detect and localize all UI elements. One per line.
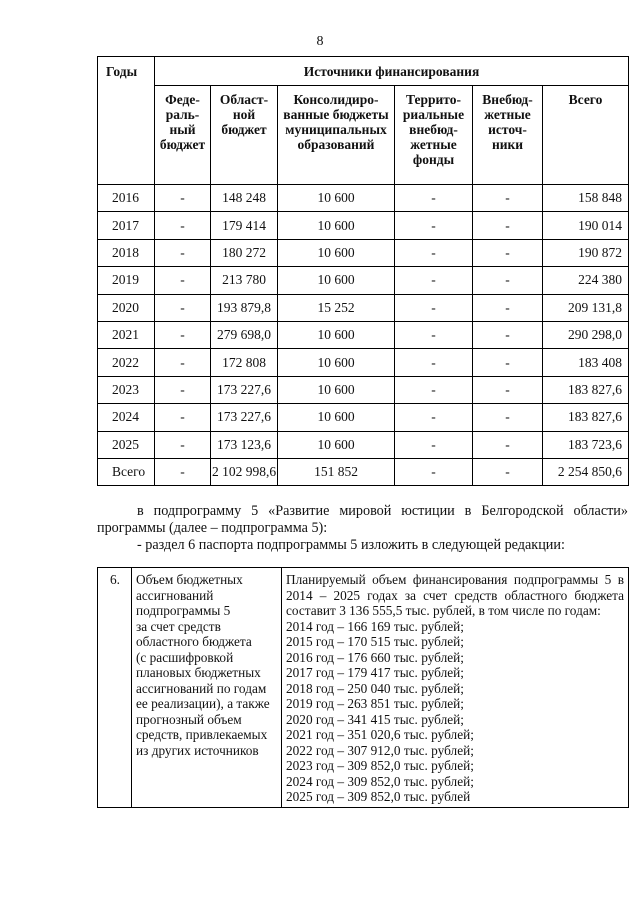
regional-cell: 193 879,8 <box>211 294 278 321</box>
table-row <box>98 431 629 458</box>
federal-cell: - <box>155 212 211 239</box>
label-line: средств, привлекаемых <box>136 727 268 742</box>
municipal-cell: 10 600 <box>278 212 395 239</box>
federal-cell: - <box>155 267 211 294</box>
municipal-cell: 10 600 <box>278 431 395 458</box>
municipal-cell: 151 852 <box>278 458 395 485</box>
section-content <box>282 568 629 808</box>
extra-cell: - <box>473 349 543 376</box>
total-cell: 190 872 <box>543 239 629 266</box>
year-cell: 2025 <box>98 431 155 458</box>
regional-cell: 2 102 998,6 <box>211 458 278 485</box>
municipal-budgets-header: Консолидиро-ванные бюджеты муниципальных образований <box>278 86 395 185</box>
territorial-cell: - <box>395 321 473 348</box>
total-cell: 209 131,8 <box>543 294 629 321</box>
territorial-cell: - <box>395 267 473 294</box>
extra-cell: - <box>473 431 543 458</box>
passport-section-table <box>97 567 629 808</box>
plan-intro: Планируемый объем финансирования подпрограммы 5 в 2014 – 2025 годах за счет средств областного бюджета составит 3 136 555,5 тыс. рублей, в том числе по годам: <box>286 572 624 618</box>
federal-cell: - <box>155 294 211 321</box>
total-cell: 183 723,6 <box>543 431 629 458</box>
territorial-cell: - <box>395 431 473 458</box>
extra-cell: - <box>473 376 543 403</box>
label-line: (с расшифровкой <box>136 649 234 665</box>
federal-cell: - <box>155 431 211 458</box>
label-line: Объем бюджетных <box>136 572 243 587</box>
financing-table-body <box>98 185 629 486</box>
extrabudgetary-sources-header: Внебюд-жетные источ-ники <box>473 86 543 185</box>
regional-cell: 173 227,6 <box>211 404 278 431</box>
section-number: 6. <box>98 568 132 808</box>
table-row <box>98 212 629 239</box>
federal-cell: - <box>155 458 211 485</box>
table-row <box>98 294 629 321</box>
territorial-cell: - <box>395 376 473 403</box>
table-row <box>98 267 629 294</box>
municipal-cell: 15 252 <box>278 294 395 321</box>
total-cell: 183 408 <box>543 349 629 376</box>
territorial-cell: - <box>395 185 473 212</box>
plan-year-line: 2020 год – 341 415 тыс. рублей; <box>286 711 464 727</box>
year-cell: 2024 <box>98 404 155 431</box>
plan-year-line: 2021 год – 351 020,6 тыс. рублей; <box>286 727 474 742</box>
table-row <box>98 185 629 212</box>
federal-cell: - <box>155 376 211 403</box>
total-cell: 2 254 850,6 <box>543 458 629 485</box>
plan-year-line: 2017 год – 179 417 тыс. рублей; <box>286 665 464 680</box>
regional-budget-header: Област-ной бюджет <box>211 86 278 185</box>
municipal-cell: 10 600 <box>278 376 395 403</box>
extra-cell: - <box>473 212 543 239</box>
plan-year-line: 2024 год – 309 852,0 тыс. рублей; <box>286 773 474 789</box>
label-line: ассигнований по годам <box>136 680 267 696</box>
year-cell: 2019 <box>98 267 155 294</box>
regional-cell: 148 248 <box>211 185 278 212</box>
municipal-cell: 10 600 <box>278 239 395 266</box>
year-cell: Всего <box>98 458 155 485</box>
section-instruction: - раздел 6 паспорта подпрограммы 5 изложить в следующей редакции: <box>137 537 565 553</box>
total-cell: 190 014 <box>543 212 629 239</box>
label-line: подпрограммы 5 <box>136 603 231 618</box>
year-cell: 2023 <box>98 376 155 403</box>
label-line: ее реализации), а также <box>136 696 270 711</box>
total-header: Всего <box>543 86 629 185</box>
extra-cell: - <box>473 267 543 294</box>
total-cell: 183 827,6 <box>543 376 629 403</box>
table-row <box>98 321 629 348</box>
territorial-cell: - <box>395 349 473 376</box>
year-cell: 2022 <box>98 349 155 376</box>
regional-cell: 179 414 <box>211 212 278 239</box>
municipal-cell: 10 600 <box>278 321 395 348</box>
federal-cell: - <box>155 321 211 348</box>
label-line: за счет средств <box>136 618 221 634</box>
table-row <box>98 404 629 431</box>
territorial-cell: - <box>395 239 473 266</box>
territorial-funds-header: Террито-риальные внебюд-жетные фонды <box>395 86 473 185</box>
municipal-cell: 10 600 <box>278 404 395 431</box>
municipal-cell: 10 600 <box>278 267 395 294</box>
federal-cell: - <box>155 349 211 376</box>
label-line: областного бюджета <box>136 634 252 649</box>
sources-header: Источники финансирования <box>155 57 629 86</box>
table-row <box>98 349 629 376</box>
plan-year-line: 2018 год – 250 040 тыс. рублей; <box>286 680 464 696</box>
regional-cell: 279 698,0 <box>211 321 278 348</box>
year-cell: 2016 <box>98 185 155 212</box>
plan-year-line: 2015 год – 170 515 тыс. рублей; <box>286 634 464 649</box>
table-row <box>98 458 629 485</box>
regional-cell: 213 780 <box>211 267 278 294</box>
federal-cell: - <box>155 239 211 266</box>
regional-cell: 173 227,6 <box>211 376 278 403</box>
territorial-cell: - <box>395 212 473 239</box>
extra-cell: - <box>473 404 543 431</box>
federal-cell: - <box>155 404 211 431</box>
section-label <box>132 568 282 808</box>
year-cell: 2017 <box>98 212 155 239</box>
extra-cell: - <box>473 185 543 212</box>
plan-year-line: 2016 год – 176 660 тыс. рублей; <box>286 649 464 665</box>
federal-budget-header: Феде-раль-ный бюджет <box>155 86 211 185</box>
municipal-cell: 10 600 <box>278 349 395 376</box>
plan-year-line: 2022 год – 307 912,0 тыс. рублей; <box>286 742 474 758</box>
extra-cell: - <box>473 294 543 321</box>
total-cell: 224 380 <box>543 267 629 294</box>
table-row <box>98 376 629 403</box>
territorial-cell: - <box>395 404 473 431</box>
plan-year-line: 2023 год – 309 852,0 тыс. рублей; <box>286 758 474 773</box>
territorial-cell: - <box>395 458 473 485</box>
total-cell: 158 848 <box>543 185 629 212</box>
year-cell: 2020 <box>98 294 155 321</box>
year-cell: 2018 <box>98 239 155 266</box>
label-line: из других источников <box>136 742 259 758</box>
label-line: плановых бюджетных <box>136 665 261 680</box>
financing-table <box>97 56 629 486</box>
federal-cell: - <box>155 185 211 212</box>
plan-year-line: 2014 год – 166 169 тыс. рублей; <box>286 618 464 634</box>
column-headers <box>98 86 629 185</box>
extra-cell: - <box>473 239 543 266</box>
amendment-paragraph: в подпрограмму 5 «Развитие мировой юстиции в Белгородской области» программы (далее – подпрограмма 5): <box>97 503 628 536</box>
plan-year-line: 2025 год – 309 852,0 тыс. рублей <box>286 789 471 804</box>
extra-cell: - <box>473 321 543 348</box>
years-header: Годы <box>98 57 155 185</box>
page-number: 8 <box>316 34 324 49</box>
label-line: ассигнований <box>136 587 214 603</box>
extra-cell: - <box>473 458 543 485</box>
regional-cell: 172 808 <box>211 349 278 376</box>
section-row <box>98 568 629 808</box>
regional-cell: 180 272 <box>211 239 278 266</box>
year-cell: 2021 <box>98 321 155 348</box>
label-line: прогнозный объем <box>136 711 242 727</box>
total-cell: 290 298,0 <box>543 321 629 348</box>
territorial-cell: - <box>395 294 473 321</box>
total-cell: 183 827,6 <box>543 404 629 431</box>
municipal-cell: 10 600 <box>278 185 395 212</box>
table-row <box>98 239 629 266</box>
plan-year-line: 2019 год – 263 851 тыс. рублей; <box>286 696 464 711</box>
regional-cell: 173 123,6 <box>211 431 278 458</box>
